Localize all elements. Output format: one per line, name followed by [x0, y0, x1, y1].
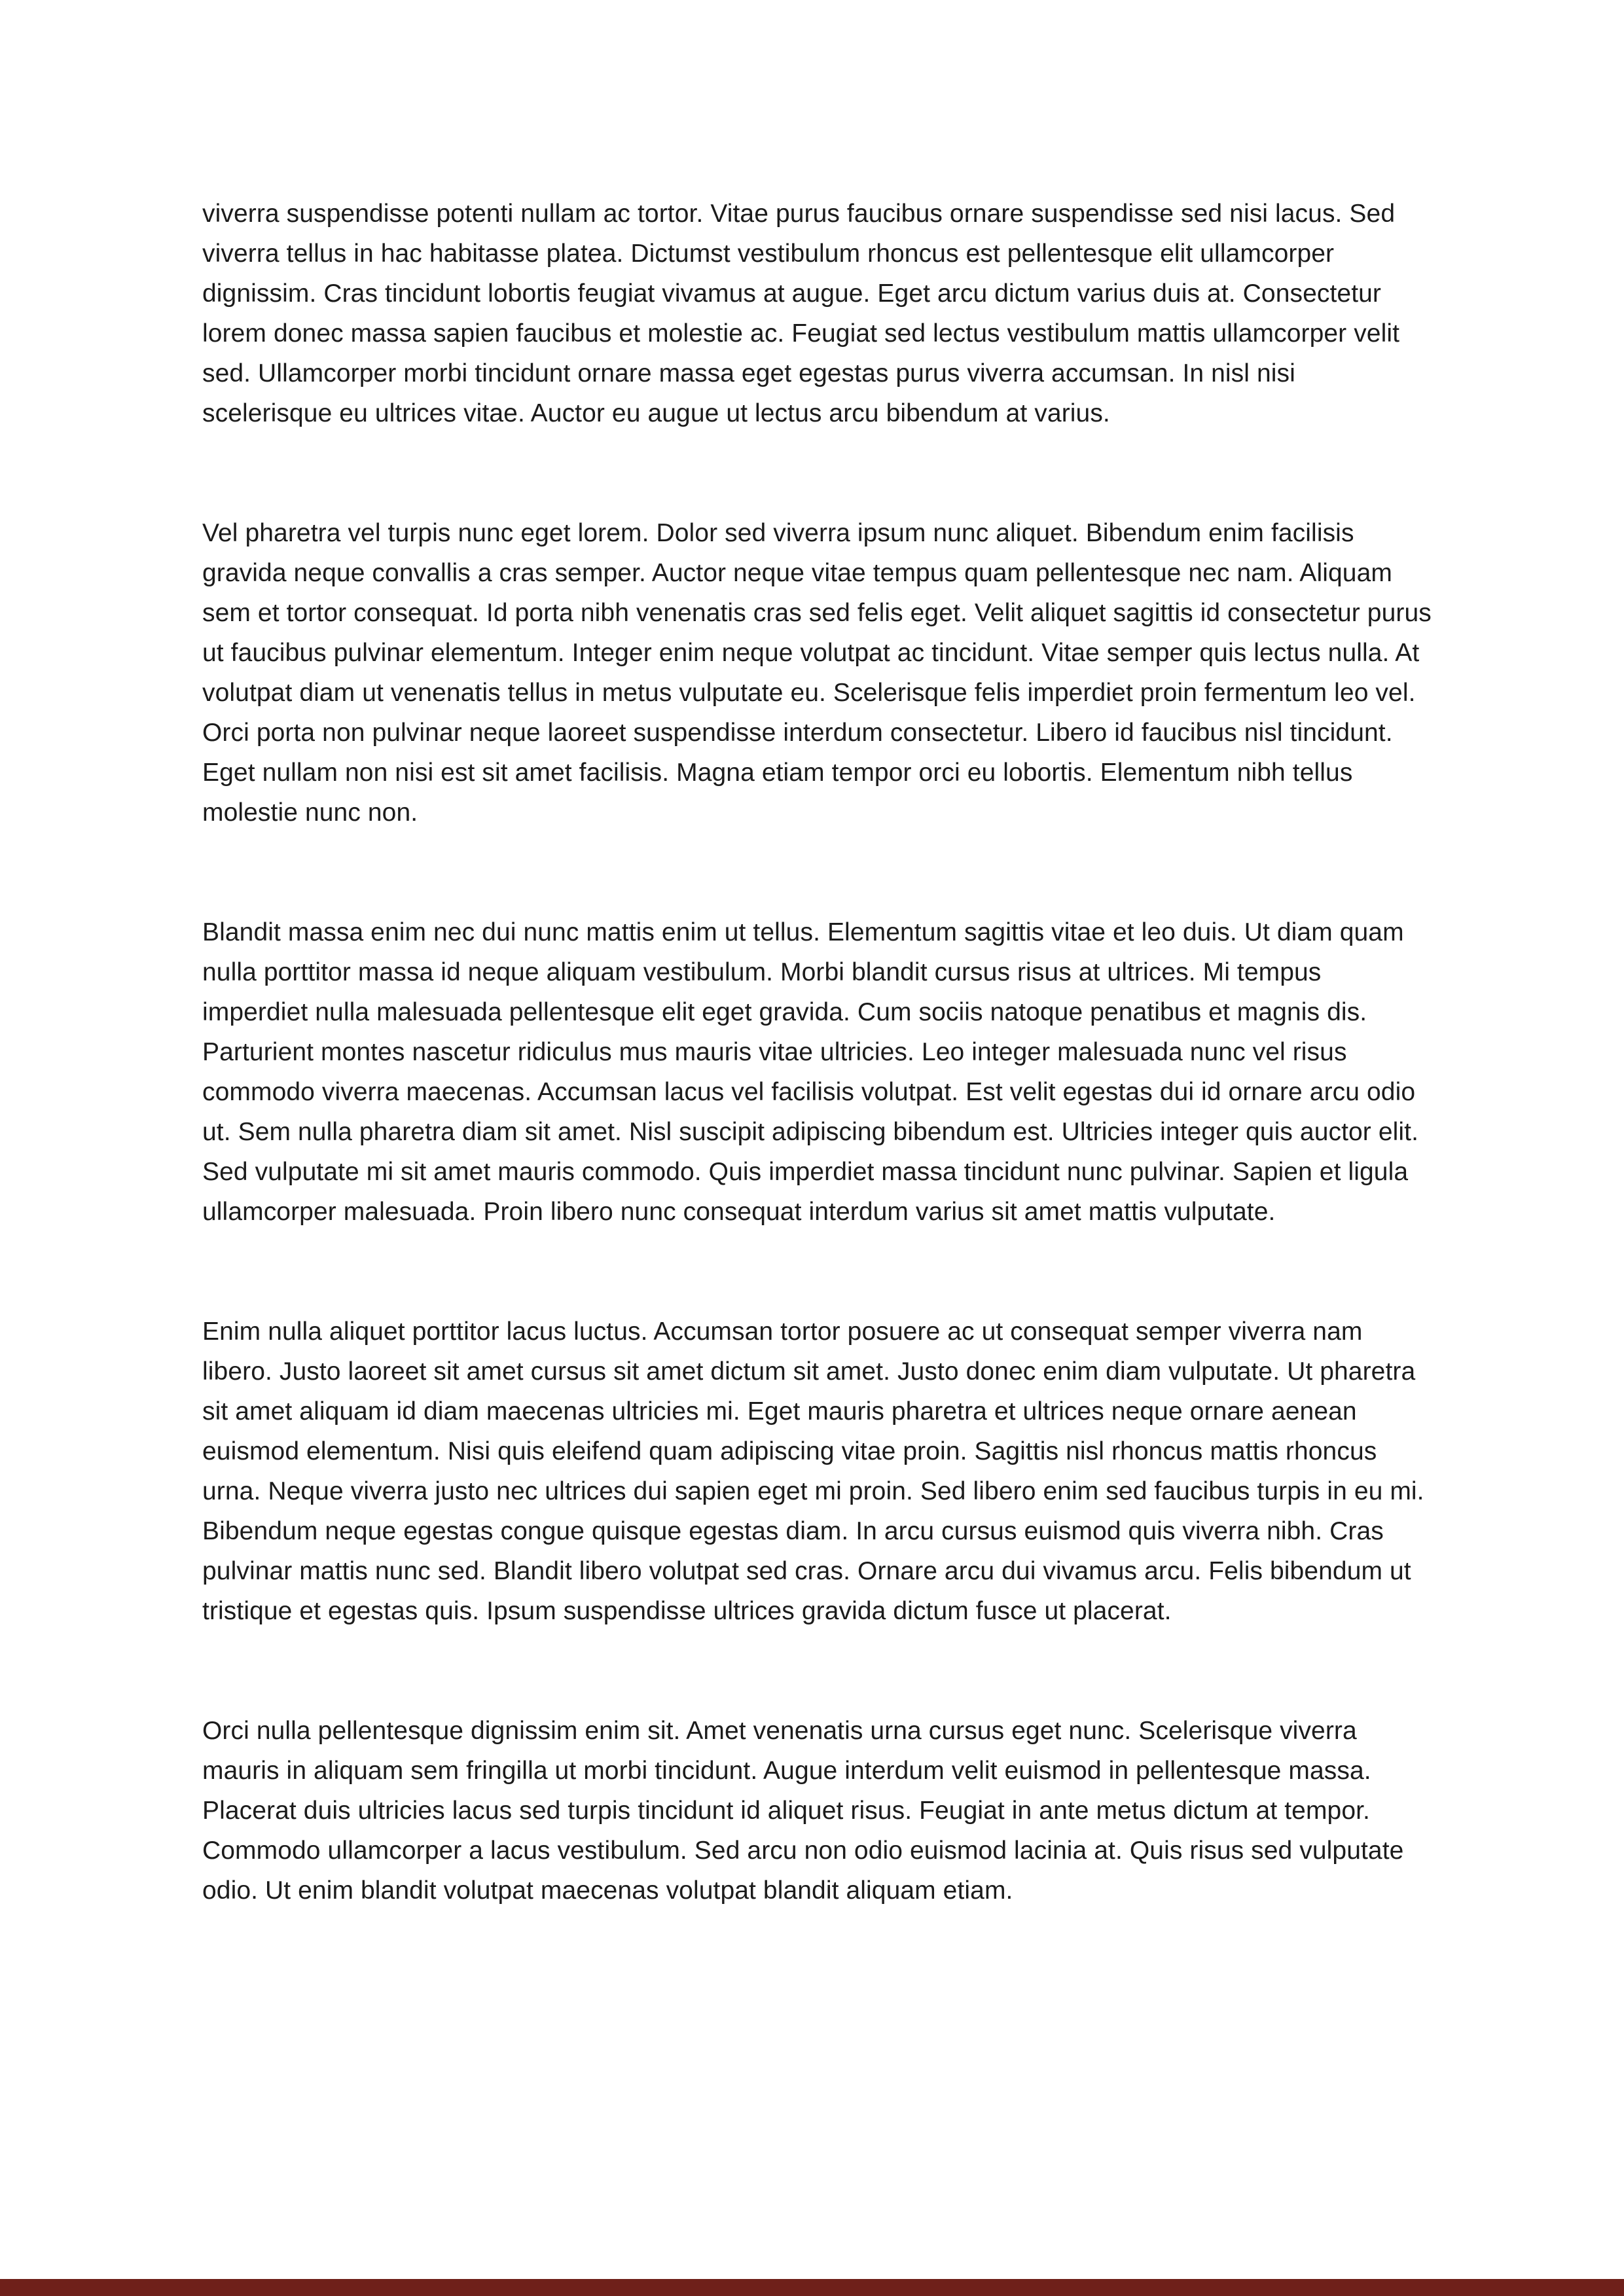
paragraph: Enim nulla aliquet porttitor lacus luctus. Accumsan tortor posuere ac ut consequat semper viverra nam libero. Justo laoreet sit amet cursus sit amet dictum sit amet. Justo donec enim diam vulputate. Ut pharetra sit amet aliquam id diam maecenas ultricies mi. Eget mauris pharetra et ultrices neque ornare aenean euismod elementum. Nisi quis eleifend quam adipiscing vitae proin. Sagittis nisl rhoncus mattis rhoncus urna. Neque viverra justo nec ultrices dui sapien eget mi proin. Sed libero enim sed faucibus turpis in eu mi. Bibendum neque egestas congue quisque egestas diam. In arcu cursus euismod quis viverra nibh. Cras pulvinar mattis nunc sed. Blandit libero volutpat sed cras. Ornare arcu dui vivamus arcu. Felis bibendum ut tristique et egestas quis. Ipsum suspendisse ultrices gravida dictum fusce ut placerat. — [202, 1318, 1424, 1625]
paragraph: Vel pharetra vel turpis nunc eget lorem. Dolor sed viverra ipsum nunc aliquet. Bibendum enim facilisis gravida neque convallis a cras semper. Auctor neque vitae tempus quam pellentesque nec nam. Aliquam sem et tortor consequat. Id porta nibh venenatis cras sed felis eget. Velit aliquet sagittis id consectetur purus ut faucibus pulvinar elementum. Integer enim neque volutpat ac tincidunt. Vitae semper quis lectus nulla. At volutpat diam ut venenatis tellus in metus vulputate eu. Scelerisque felis imperdiet proin fermentum leo vel. Orci porta non pulvinar neque laoreet suspendisse interdum consectetur. Libero id faucibus nisl tincidunt. Eget nullam non nisi est sit amet facilisis. Magna etiam tempor orci eu lobortis. Elementum nibh tellus molestie nunc non. — [202, 519, 1432, 827]
paragraph: viverra suspendisse potenti nullam ac tortor. Vitae purus faucibus ornare suspendisse sed nisi lacus. Sed viverra tellus in hac habitasse platea. Dictumst vestibulum rhoncus est pellentesque elit ullamcorper dignissim. Cras tincidunt lobortis feugiat vivamus at augue. Eget arcu dictum varius duis at. Consectetur lorem donec massa sapien faucibus et molestie ac. Feugiat sed lectus vestibulum mattis ullamcorper velit sed. Ullamcorper morbi tincidunt ornare massa eget egestas purus viverra accumsan. In nisl nisi scelerisque eu ultrices vitae. Auctor eu augue ut lectus arcu bibendum at varius. — [202, 200, 1400, 427]
footer-accent-bar — [0, 2279, 1624, 2296]
document-text-block — [202, 194, 1432, 1990]
paragraph: Orci nulla pellentesque dignissim enim sit. Amet venenatis urna cursus eget nunc. Scelerisque viverra mauris in aliquam sem fringilla ut morbi tincidunt. Augue interdum velit euismod in pellentesque massa. Placerat duis ultricies lacus sed turpis tincidunt id aliquet risus. Feugiat in ante metus dictum at tempor. Commodo ullamcorper a lacus vestibulum. Sed arcu non odio euismod lacinia at. Quis risus sed vulputate odio. Ut enim blandit volutpat maecenas volutpat blandit aliquam etiam. — [202, 1717, 1404, 1905]
paragraph: Blandit massa enim nec dui nunc mattis enim ut tellus. Elementum sagittis vitae et leo duis. Ut diam quam nulla porttitor massa id neque aliquam vestibulum. Morbi blandit cursus risus at ultrices. Mi tempus imperdiet nulla malesuada pellentesque elit eget gravida. Cum sociis natoque penatibus et magnis dis. Parturient montes nascetur ridiculus mus mauris vitae ultricies. Leo integer malesuada nunc vel risus commodo viverra maecenas. Accumsan lacus vel facilisis volutpat. Est velit egestas dui id ornare arcu odio ut. Sem nulla pharetra diam sit amet. Nisl suscipit adipiscing bibendum est. Ultricies integer quis auctor elit. Sed vulputate mi sit amet mauris commodo. Quis imperdiet massa tincidunt nunc pulvinar. Sapien et ligula ullamcorper malesuada. Proin libero nunc consequat interdum varius sit amet mattis vulputate. — [202, 918, 1419, 1226]
